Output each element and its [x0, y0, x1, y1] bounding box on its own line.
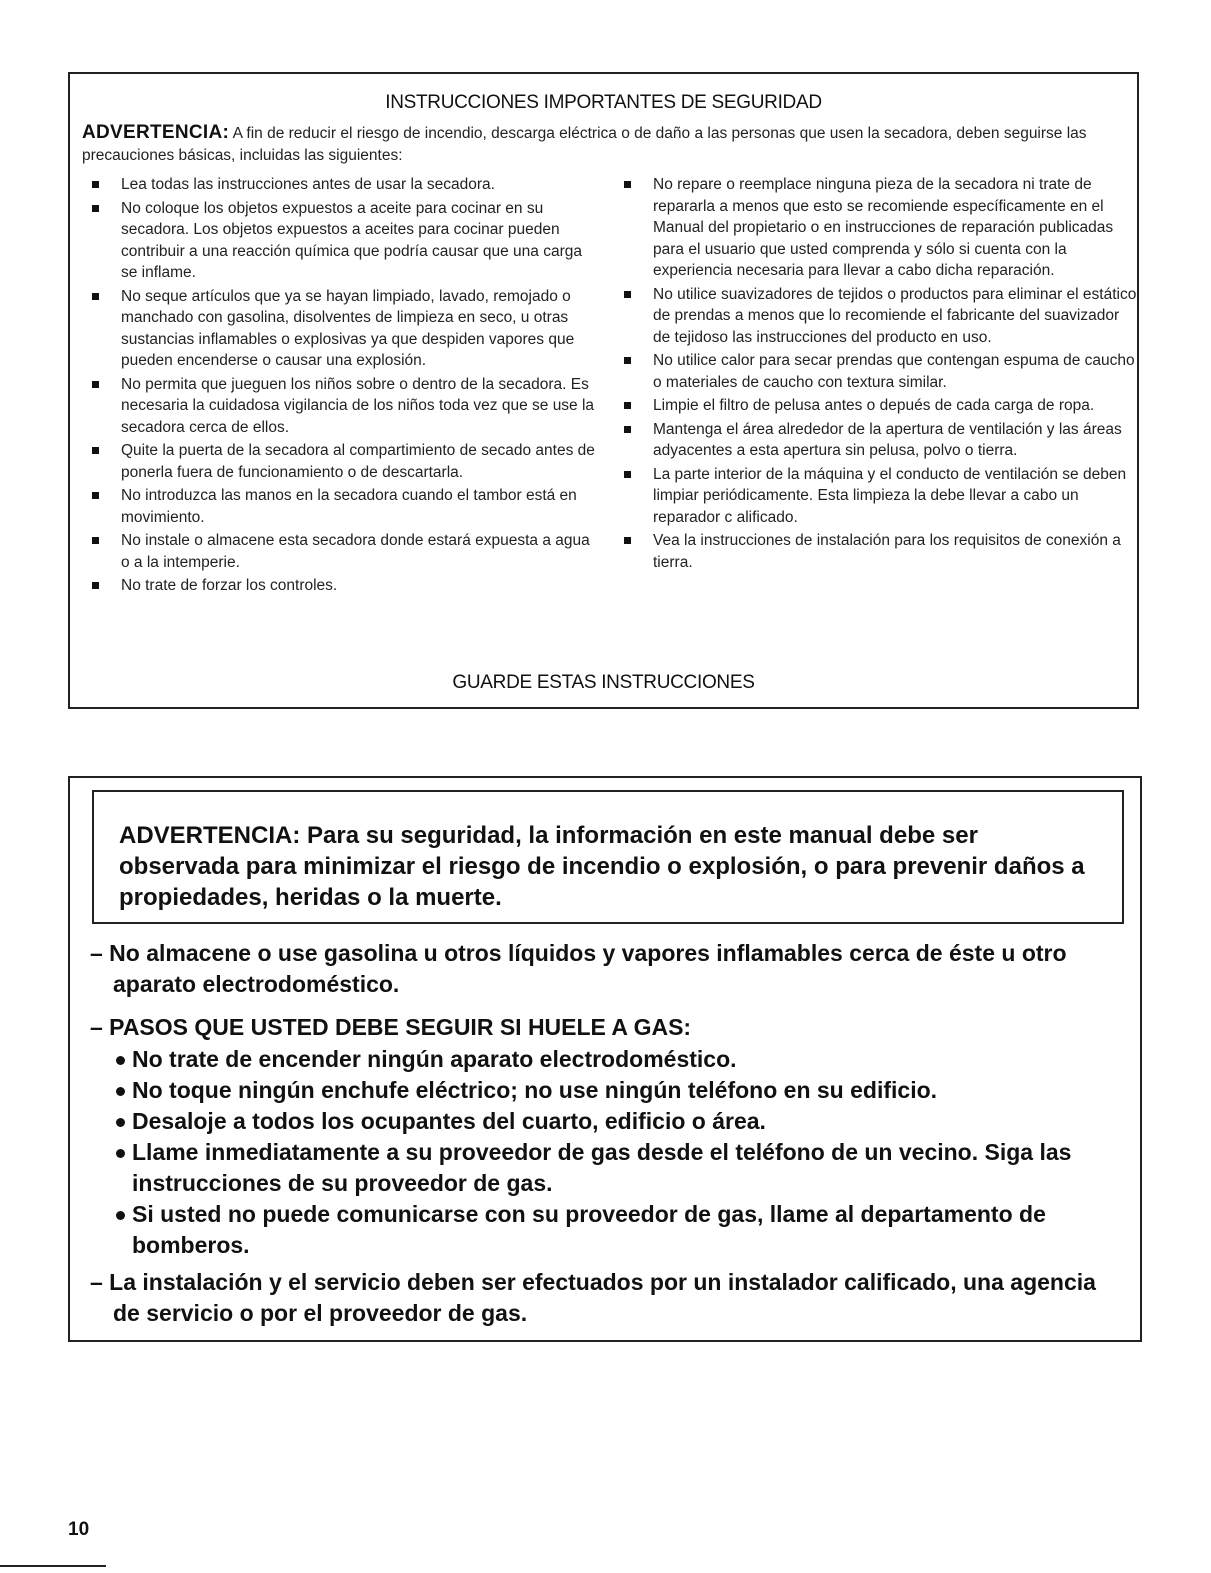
safety-title: INSTRUCCIONES IMPORTANTES DE SEGURIDAD	[385, 92, 822, 113]
list-item: Quite la puerta de la secadora al compartimiento de secado antes de ponerla fuera de funcionamiento o de descartarla.	[90, 440, 600, 483]
bullet-dot-icon	[116, 1056, 125, 1065]
list-item: No trate de encender ningún aparato electrodoméstico.	[116, 1044, 1125, 1075]
bullet-square-icon	[624, 402, 631, 409]
no-store-gasoline-item: – No almacene o use gasolina u otros líquidos y vapores inflamables cerca de éste u otro aparato electrodoméstico.	[90, 940, 1067, 997]
page-number: 10	[68, 1519, 90, 1540]
list-item: No toque ningún enchufe eléctrico; no use ningún teléfono en su edificio.	[116, 1075, 1125, 1106]
list-item: No seque artículos que ya se hayan limpiado, lavado, remojado o manchado con gasolina, disolventes de limpieza en seco, u otras sustancias inflamables o explosivas ya que despiden vapores que pueden encenderse o causar una explosión.	[90, 286, 600, 372]
installation-service-item: – La instalación y el servicio deben ser efectuados por un instalador calificado, una agencia de servicio o por el proveedor de gas.	[90, 1269, 1096, 1326]
save-instructions-footer: GUARDE ESTAS INSTRUCCIONES	[452, 672, 755, 693]
footer-rule	[0, 1565, 106, 1567]
bullet-square-icon	[92, 293, 99, 300]
list-item: La parte interior de la máquina y el conducto de ventilación se deben limpiar periódicamente. Esta limpieza la debe llevar a cabo un reparador c alificado.	[622, 464, 1137, 529]
list-item: No repare o reemplace ninguna pieza de la secadora ni trate de repararla a menos que esto se recomiende específicamente en el Manual del propietario o en instrucciones de reparación publicadas para el usuario que usted comprenda y sólo si cuenta con la experiencia necesaria para llevar a cabo dicha reparación.	[622, 174, 1137, 282]
warning-intro	[82, 122, 1117, 167]
bullet-square-icon	[624, 471, 631, 478]
warning-text: A fin de reducir el riesgo de incendio, descarga eléctrica o de daño a las personas que usen la secadora, deben seguirse las precauciones básicas, incluidas las siguientes:	[82, 125, 1087, 164]
bullet-square-icon	[92, 447, 99, 454]
list-item: No permita que jueguen los niños sobre o dentro de la secadora. Es necesaria la cuidadosa vigilancia de los niños toda vez que se use la secadora cerca de ellos.	[90, 374, 600, 439]
bullet-square-icon	[624, 181, 631, 188]
list-item: Si usted no puede comunicarse con su proveedor de gas, llame al departamento de bomberos.	[116, 1199, 1125, 1261]
left-precautions-list	[90, 174, 600, 599]
bullet-square-icon	[624, 426, 631, 433]
bullet-square-icon	[624, 357, 631, 364]
gas-warning-header-box: ADVERTENCIA: Para su seguridad, la información en este manual debe ser observada para minimizar el riesgo de incendio o explosión, o para prevenir daños a propiedades, heridas o la muerte.	[92, 790, 1124, 924]
list-item: No trate de forzar los controles.	[90, 575, 600, 597]
list-item: No instale o almacene esta secadora donde estará expuesta a agua o a la intemperie.	[90, 530, 600, 573]
warning-label: ADVERTENCIA:	[82, 122, 230, 143]
list-item: Desaloje a todos los ocupantes del cuarto, edificio o área.	[116, 1106, 1125, 1137]
list-item: No utilice calor para secar prendas que contengan espuma de caucho o materiales de caucho con textura similar.	[622, 350, 1137, 393]
list-item: Lea todas las instrucciones antes de usar la secadora.	[90, 174, 600, 196]
safety-instructions-box	[68, 72, 1139, 709]
bullet-dot-icon	[116, 1149, 125, 1158]
bullet-square-icon	[92, 381, 99, 388]
list-item: Mantenga el área alrededor de la apertura de ventilación y las áreas adyacentes a esta apertura sin pelusa, polvo o tierra.	[622, 419, 1137, 462]
list-item: Limpie el filtro de pelusa antes o depués de cada carga de ropa.	[622, 395, 1137, 417]
list-item: No utilice suavizadores de tejidos o productos para eliminar el estático de prendas a menos que lo recomiende el fabricante del suavizador de tejidoso las instrucciones del producto en uso.	[622, 284, 1137, 349]
bullet-dot-icon	[116, 1087, 125, 1096]
gas-steps-heading: – PASOS QUE USTED DEBE SEGUIR SI HUELE A GAS:	[90, 1014, 692, 1040]
list-item: Llame inmediatamente a su proveedor de gas desde el teléfono de un vecino. Siga las instrucciones de su proveedor de gas.	[116, 1137, 1125, 1199]
bullet-dot-icon	[116, 1118, 125, 1127]
bullet-dot-icon	[116, 1211, 125, 1220]
bullet-square-icon	[92, 205, 99, 212]
bullet-square-icon	[92, 181, 99, 188]
bullet-square-icon	[92, 492, 99, 499]
list-item: Vea la instrucciones de instalación para los requisitos de conexión a tierra.	[622, 530, 1137, 573]
list-item: No coloque los objetos expuestos a aceite para cocinar en su secadora. Los objetos expuestos a aceites para cocinar pueden contribuir a una reacción química que podría causar que una carga se inflame.	[90, 198, 600, 284]
bullet-square-icon	[624, 537, 631, 544]
gas-steps-list	[116, 1044, 1125, 1261]
bullet-square-icon	[624, 291, 631, 298]
bullet-square-icon	[92, 537, 99, 544]
bullet-square-icon	[92, 582, 99, 589]
right-precautions-list	[622, 174, 1137, 575]
gas-warning-box	[68, 776, 1142, 1342]
list-item: No introduzca las manos en la secadora cuando el tambor está en movimiento.	[90, 485, 600, 528]
